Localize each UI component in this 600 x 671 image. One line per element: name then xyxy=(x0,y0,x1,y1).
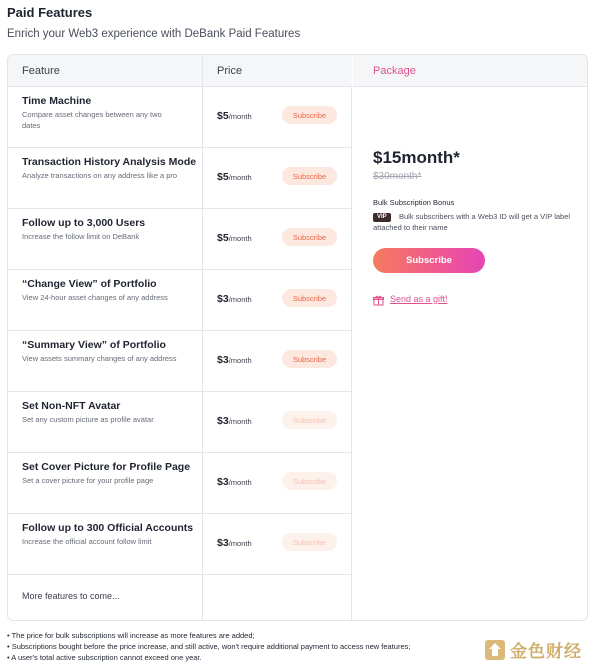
feature-name: “Change View” of Portfolio xyxy=(22,278,157,290)
column-header-feature: Feature xyxy=(22,65,60,77)
table-row xyxy=(8,453,352,514)
subscribe-button[interactable]: Subscribe xyxy=(282,167,337,185)
price-unit: /month xyxy=(228,356,252,365)
send-as-gift-link[interactable] xyxy=(373,293,448,304)
table-row xyxy=(8,514,352,575)
column-header-price: Price xyxy=(217,65,243,77)
feature-price xyxy=(217,415,252,427)
package-price: $15month* xyxy=(373,148,460,167)
bonus-description: Bulk subscribers with a Web3 ID will get a VIP label attached to their name xyxy=(373,212,571,232)
feature-price xyxy=(217,476,252,488)
subscribe-button-disabled: Subscribe xyxy=(282,533,337,551)
price-unit: /month xyxy=(228,417,252,426)
price-amount: $3 xyxy=(217,293,229,305)
feature-price xyxy=(217,232,252,244)
price-amount: $3 xyxy=(217,354,229,366)
price-unit: /month xyxy=(228,112,252,121)
price-unit: /month xyxy=(228,173,252,182)
feature-name: Time Machine xyxy=(22,95,92,107)
footnote: • Subscriptions bought before the price increase, and still active, won't require additional payment to access new features; xyxy=(7,642,411,651)
package-panel xyxy=(353,55,588,621)
gift-icon xyxy=(373,293,384,304)
table-row xyxy=(8,87,352,148)
watermark-logo-icon xyxy=(484,639,506,661)
vip-badge: VIP xyxy=(373,213,391,222)
price-amount: $5 xyxy=(217,232,229,244)
subscribe-button[interactable]: Subscribe xyxy=(282,350,337,368)
package-subscribe-button[interactable]: Subscribe xyxy=(373,248,485,273)
table-row xyxy=(8,209,352,270)
feature-name: Set Non-NFT Avatar xyxy=(22,400,121,412)
page-subtitle: Enrich your Web3 experience with DeBank Paid Features xyxy=(7,28,301,40)
subscribe-button[interactable]: Subscribe xyxy=(282,228,337,246)
price-amount: $5 xyxy=(217,110,229,122)
feature-name: Transaction History Analysis Mode xyxy=(22,156,197,168)
subscribe-button-disabled: Subscribe xyxy=(282,411,337,429)
footnote: • The price for bulk subscriptions will increase as more features are added; xyxy=(7,631,255,640)
more-features-text: More features to come... xyxy=(22,591,120,601)
feature-description: View assets summary changes of any address xyxy=(22,354,177,363)
feature-price xyxy=(217,110,252,122)
table-row xyxy=(8,331,352,392)
table-header xyxy=(8,55,352,87)
page-title: Paid Features xyxy=(7,5,93,20)
footnotes xyxy=(7,630,410,663)
table-row xyxy=(8,148,352,209)
price-unit: /month xyxy=(228,234,252,243)
feature-name: Follow up to 300 Official Accounts xyxy=(22,522,194,534)
feature-description: Set a cover picture for your profile page xyxy=(22,476,154,485)
feature-description: Analyze transactions on any address like a pro xyxy=(22,171,178,180)
feature-price xyxy=(217,354,252,366)
feature-description: Increase the official account follow limit xyxy=(22,537,152,546)
footnote: • A user's total active subscription cannot exceed one year. xyxy=(7,653,202,662)
price-unit: /month xyxy=(228,478,252,487)
gift-label[interactable]: Send as a gift! xyxy=(390,293,448,304)
subscribe-button[interactable]: Subscribe xyxy=(282,106,337,124)
price-amount: $3 xyxy=(217,537,229,549)
feature-name: Follow up to 3,000 Users xyxy=(22,217,146,229)
watermark-text: 金色财经 xyxy=(510,642,582,661)
price-amount: $3 xyxy=(217,415,229,427)
package-header xyxy=(353,55,588,87)
table-row xyxy=(8,392,352,453)
package-old-price: $30month* xyxy=(373,171,422,182)
feature-description: Set any custom picture as profile avatar xyxy=(22,415,154,424)
feature-price xyxy=(217,171,252,183)
feature-price xyxy=(217,293,252,305)
paid-features-panel xyxy=(7,54,588,621)
price-amount: $3 xyxy=(217,476,229,488)
watermark xyxy=(484,637,582,662)
price-amount: $5 xyxy=(217,171,229,183)
feature-name: Set Cover Picture for Profile Page xyxy=(22,461,191,473)
feature-name: “Summary View” of Portfolio xyxy=(22,339,166,351)
bonus-title: Bulk Subscription Bonus xyxy=(373,198,455,207)
feature-description: View 24-hour asset changes of any address xyxy=(22,293,168,302)
table-row xyxy=(8,270,352,331)
package-label: Package xyxy=(373,65,416,77)
price-unit: /month xyxy=(228,295,252,304)
subscribe-button[interactable]: Subscribe xyxy=(282,289,337,307)
subscribe-button-disabled: Subscribe xyxy=(282,472,337,490)
feature-price xyxy=(217,537,252,549)
feature-description: Increase the follow limit on DeBank xyxy=(22,232,140,241)
feature-description: Compare asset changes between any two dates xyxy=(22,110,162,130)
price-unit: /month xyxy=(228,539,252,548)
features-table xyxy=(8,55,352,621)
